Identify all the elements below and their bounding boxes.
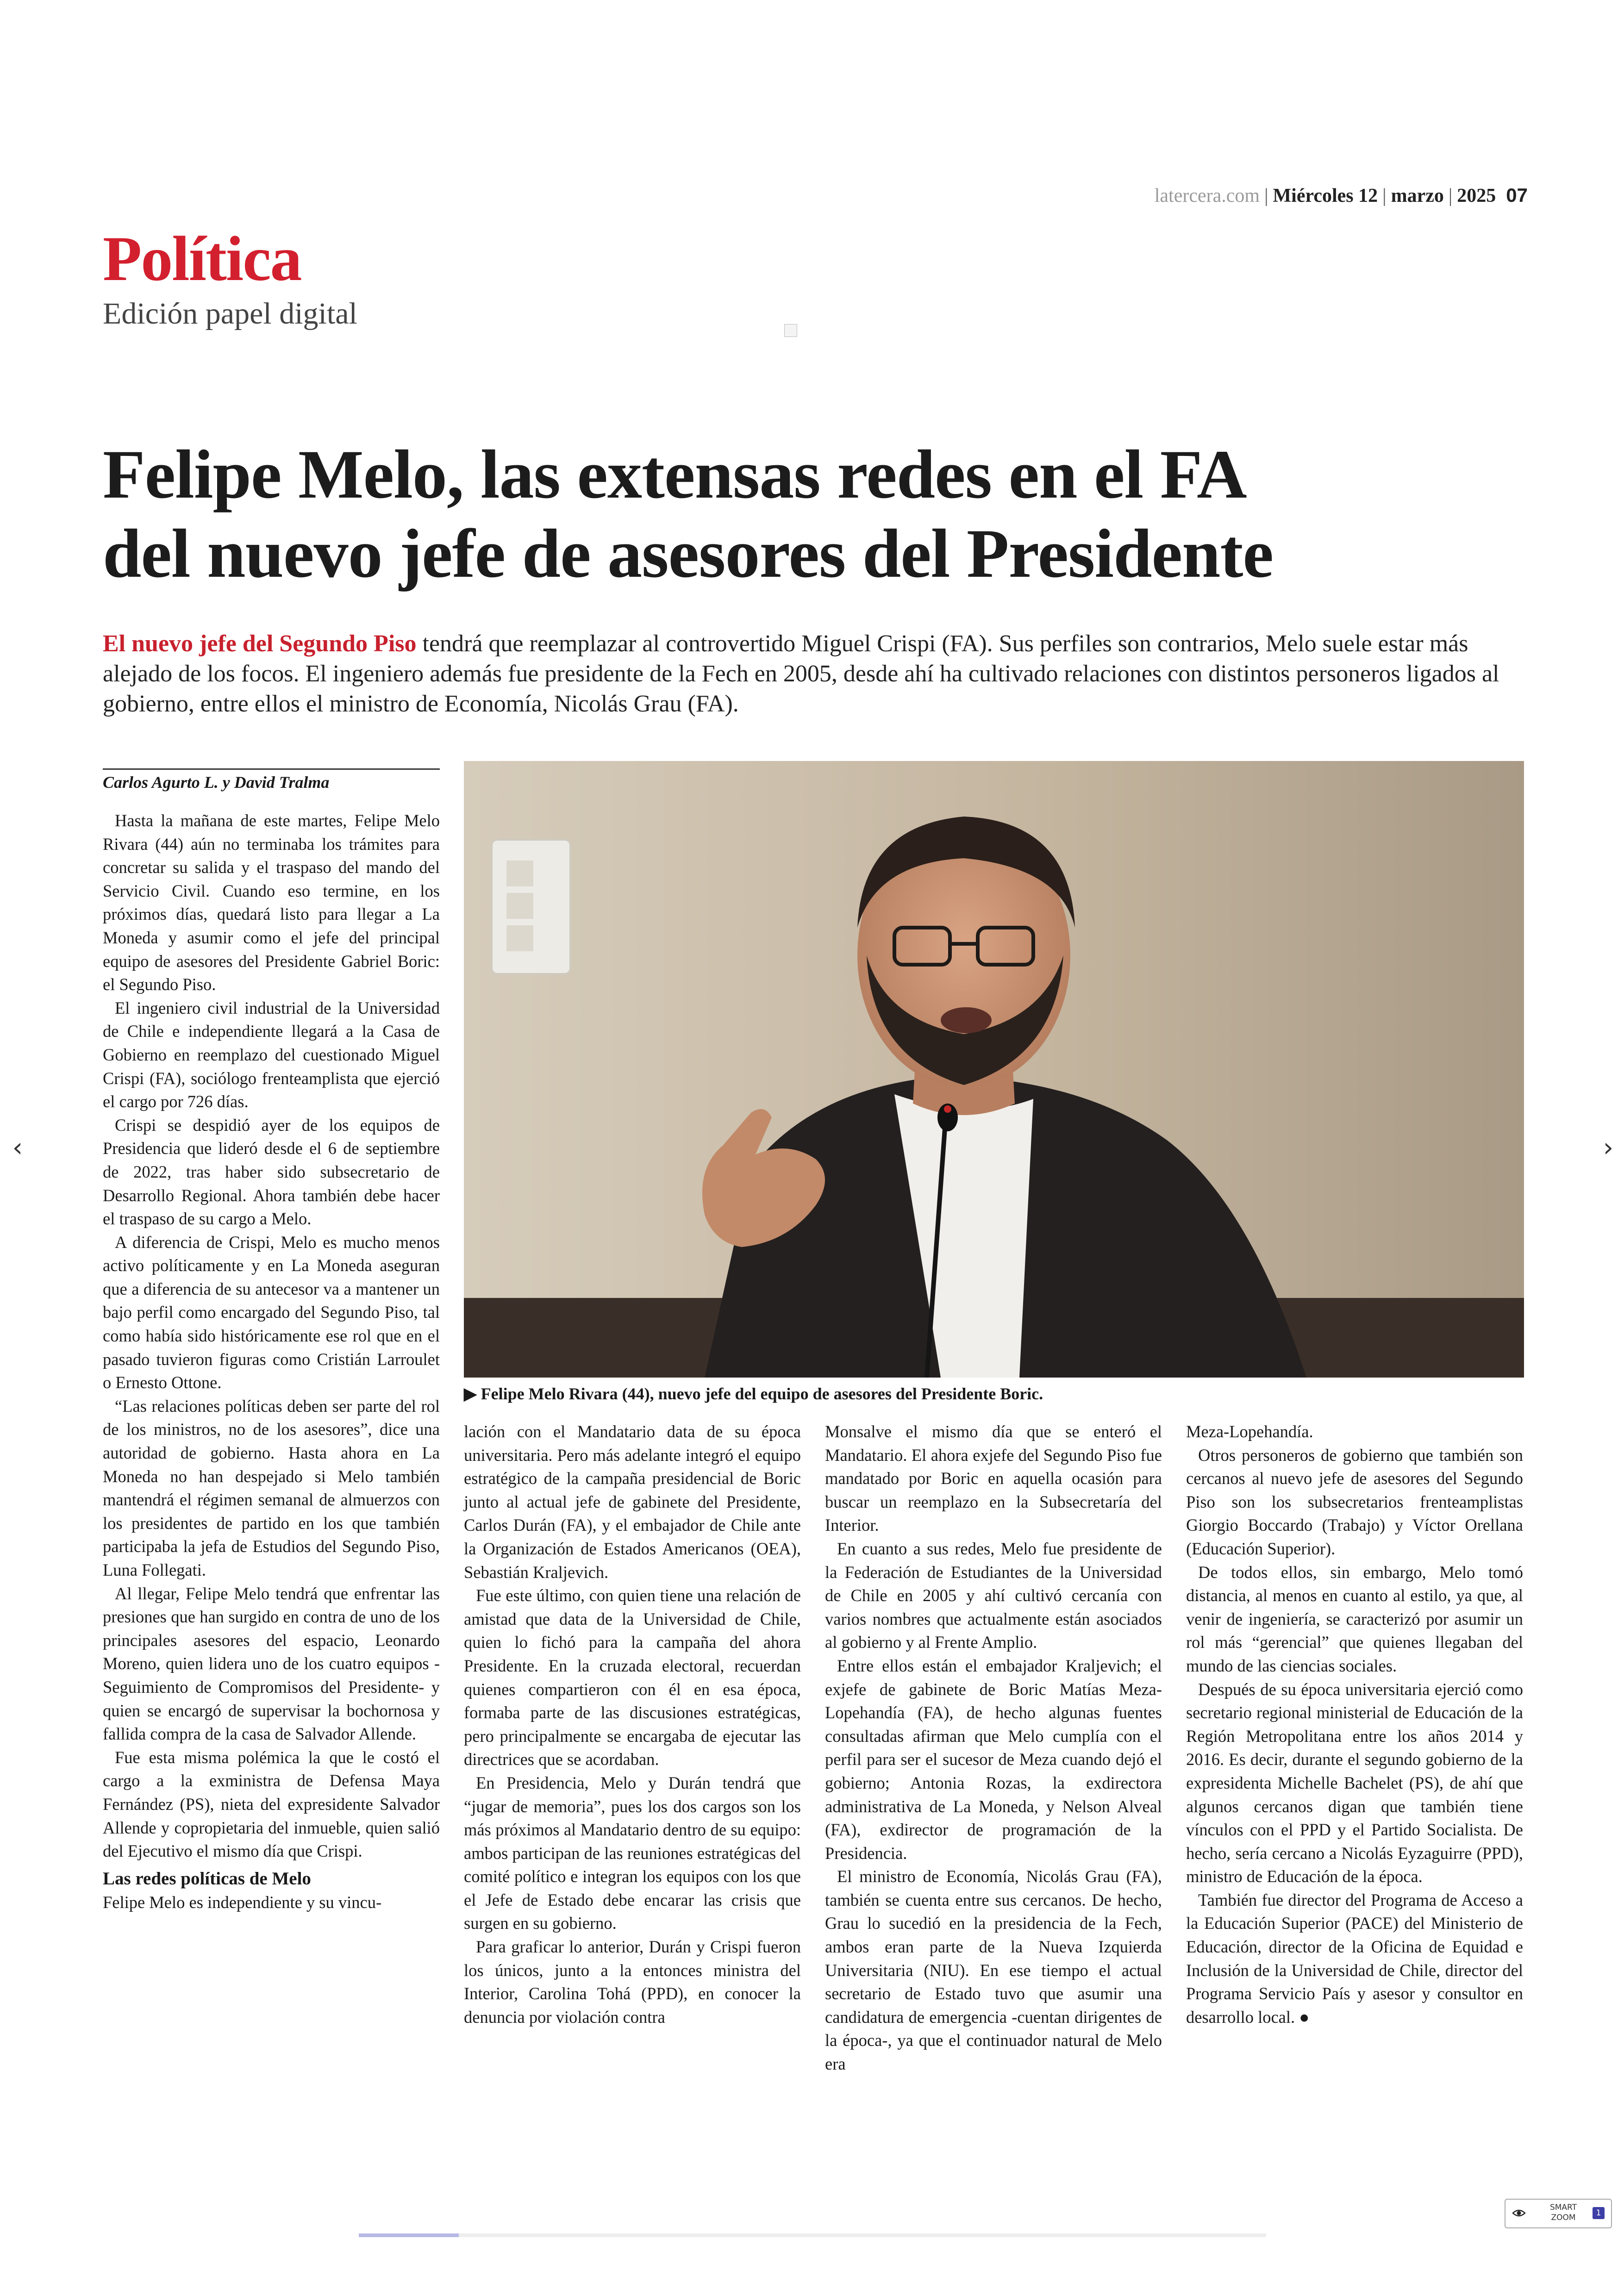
smart-zoom-button[interactable] — [1505, 2199, 1612, 2228]
paragraph: En cuanto a sus redes, Melo fue presidente de la Federación de Estudiantes de la Universidad de Chile en 2005 y ahí cultivó cercanía con varios nombres que actualmente están asociados al gobierno y al Frente Amplio. — [825, 1539, 1162, 1652]
deck-text: tendrá que reemplazar al controvertido Miguel Crispi (FA). Sus perfiles son contrarios, Melo suele estar más alejado de los focos. El ingeniero además fue presidente de la Fech en 2005, desde ahí ha cultivado relaciones con distintos personeros ligados al gobierno, entre ellos el ministro de Economía, Nicolás Grau (FA). — [103, 630, 1499, 717]
subheading: Las redes políticas de Melo — [103, 1868, 311, 1889]
chevron-right-icon: › — [1603, 1133, 1614, 1163]
paragraph — [1186, 1889, 1523, 2029]
chevron-left-icon: ‹ — [12, 1133, 23, 1163]
article-headline — [103, 435, 1529, 593]
smart-zoom-label-line-1: SMART — [1549, 2203, 1577, 2212]
byline: Carlos Agurto L. y David Tralma — [103, 768, 440, 792]
paragraph: lación con el Mandatario data de su época universitaria. Pero más adelante integró el equipo estratégico de la campaña presidencial de Boric junto al actual jefe de gabinete del Presidente, Carlos Durán (FA), y el embajador de Chile ante la Organización de Estados Americanos (OEA), Sebastián Kraljevich. — [464, 1422, 801, 1582]
prev-page-button[interactable] — [4, 1134, 31, 1162]
smart-zoom-label-line-2: ZOOM — [1551, 2213, 1576, 2222]
paragraph: Fue esta misma polémica la que le costó el cargo a la exministra de Defensa Maya Fernández (PS), nieta del expresidente Salvador Allende y copropietaria del inmueble, quien salió del Ejecutivo el mismo día que Crispi. — [103, 1747, 440, 1861]
page-marker-icon — [784, 324, 797, 337]
page-number: 07 — [1506, 184, 1528, 206]
article-column-4 — [1186, 1420, 1523, 2029]
site-name: latercera.com — [1154, 185, 1260, 206]
paragraph: Crispi se despidió ayer de los equipos de Presidencia que lideró desde el 6 de septiembre de 2022, tras haber sido subsecretario de Desarrollo Regional. Ahora también debe hacer el traspaso de su cargo a Melo. — [103, 1115, 440, 1229]
paragraph: El ministro de Economía, Nicolás Grau (FA), también se cuenta entre sus cercanos. De hecho, Grau lo sucedió en la presidencia de la Fech, ambos eran parte de la Nueva Izquierda Universitaria (NIU). En ese tiempo el actual secretario de Estado tuvo que asumir una candidatura de emergencia -cuentan dirigentes de la época-, ya que el continuador natural de Melo era — [825, 1867, 1162, 2074]
headline-line-1: Felipe Melo, las extensas redes en el FA — [103, 436, 1247, 513]
issue-month: marzo — [1391, 185, 1444, 206]
next-page-button[interactable] — [1594, 1134, 1622, 1162]
paragraph: “Las relaciones políticas deben ser parte del rol de los ministros, no de los asesores”, dice una autoridad de gobierno. Hasta ahora en La Moneda no han despejado si Melo también mantendrá el régimen semanal de almuerzos con los presidentes de partido en los que también participaba la jefa de Estudios del Segundo Piso, Luna Follegati. — [103, 1396, 440, 1579]
article-column-3 — [825, 1420, 1162, 2076]
article-photo — [464, 761, 1524, 1378]
smart-zoom-badge: 1 — [1593, 2207, 1605, 2219]
article-column-1 — [103, 809, 440, 1914]
paragraph: A diferencia de Crispi, Melo es mucho menos activo políticamente y en La Moneda aseguran que a diferencia de su antecesor va a mantener un bajo perfil como encargado del Segundo Piso, tal como había sido históricamente ese rol que en el pasado tuvieron figuras como Cristián Larroulet o Ernesto Ottone. — [103, 1232, 440, 1392]
section-subtitle: Edición papel digital — [103, 297, 357, 331]
paragraph: Para graficar lo anterior, Durán y Crispi fueron los únicos, junto a la entonces ministra del Interior, Carolina Tohá (PPD), en conocer la denuncia por violación contra — [464, 1937, 801, 2027]
issue-info: latercera.com | Miércoles 12 | marzo | 2025 07 — [1154, 184, 1528, 206]
headline-line-2: del nuevo jefe de asesores del Presidente — [103, 515, 1274, 592]
section-title: Política — [103, 223, 301, 294]
paragraph: Después de su época universitaria ejerció como secretario regional ministerial de Educación de la Región Metropolitana entre los años 2014 y 2016. Es decir, durante el segundo gobierno de la expresidenta Michelle Bachelet (PS), de ahí que algunos cercanos digan que también tiene vínculos con el PPD y el Partido Socialista. De hecho, sería cercano a Nicolás Eyzaguirre (PPD), ministro de Educación de la época. — [1186, 1679, 1523, 1886]
paragraph: Al llegar, Felipe Melo tendrá que enfrentar las presiones que han surgido en contra de uno de los principales asesores del espacio, Leonardo Moreno, quien lidera uno de los cuatro equipos -Seguimiento de Compromisos del Presidente- y quien se encargó de supervisar la bochornosa y fallida compra de la casa de Salvador Allende. — [103, 1584, 440, 1744]
article-deck — [103, 629, 1529, 719]
portrait-illustration — [464, 761, 1524, 1378]
photo-caption: ▶ Felipe Melo Rivara (44), nuevo jefe del equipo de asesores del Presidente Boric. — [464, 1384, 1043, 1403]
paragraph: Fue este último, con quien tiene una relación de amistad que data de la Universidad de Chile, quien lo fichó para la campaña del ahora Presidente. En la cruzada electoral, recuerdan quienes compartieron con él en esa época, formaba parte de las discusiones estratégicas, pero principalmente se encargaba de ejecutar las directrices que se acordaban. — [464, 1586, 801, 1769]
deck-lead: El nuevo jefe del Segundo Piso — [103, 630, 417, 657]
end-mark-icon: ● — [1299, 2007, 1310, 2027]
paragraph: El ingeniero civil industrial de la Universidad de Chile e independiente llegará a la Casa de Gobierno en reemplazo del cuestionado Miguel Crispi (FA), sociólogo frenteamplista que ejerció el cargo por 726 días. — [103, 998, 440, 1111]
eye-icon — [1512, 2208, 1526, 2219]
issue-year: 2025 — [1457, 185, 1496, 206]
paragraph: De todos ellos, sin embargo, Melo tomó distancia, al menos en cuanto al estilo, ya que, al venir de ingeniería, se caracterizó por asumir un rol más “gerencial” que quienes llegaban del mundo de las ciencias sociales. — [1186, 1562, 1523, 1675]
article-column-2 — [464, 1420, 801, 2029]
paragraph: En Presidencia, Melo y Durán tendrá que “jugar de memoria”, pues los dos cargos son los más próximos al Mandatario dentro de su equipo: ambos participan de las reuniones estratégicas del comité político e integran los equipos con los que el Jefe de Estado debe encarar las crisis que surgen en su gobierno. — [464, 1773, 801, 1933]
paragraph: Otros personeros de gobierno que también son cercanos al nuevo jefe de asesores del Segundo Piso son los subsecretarios frenteamplistas Giorgio Boccardo (Trabajo) y Víctor Orellana (Educación Superior). — [1186, 1445, 1523, 1558]
paragraph: Monsalve el mismo día que se enteró el Mandatario. El ahora exjefe del Segundo Piso fue mandatado por Boric en aquella ocasión para buscar un reemplazo en la Subsecretaría del Interior. — [825, 1422, 1162, 1535]
page-progress-fill — [359, 2233, 459, 2237]
paragraph: Hasta la mañana de este martes, Felipe Melo Rivara (44) aún no terminaba los trámites para concretar su salida y el traspaso del mando del Servicio Civil. Cuando eso termine, en los próximos días, quedará listo para llegar a La Moneda y asumir como el jefe del principal equipo de asesores del Presidente Gabriel Boric: el Segundo Piso. — [103, 811, 440, 994]
paragraph-text: También fue director del Programa de Acceso a la Educación Superior (PACE) del Ministerio de Educación, director de la Oficina de Equidad e Inclusión de la Universidad de Chile, director del Programa Servicio País y asesor y consultor en desarrollo local. — [1186, 1890, 1523, 2027]
paragraph: Meza-Lopehandía. — [1186, 1422, 1313, 1441]
paragraph: Felipe Melo es independiente y su vincu- — [103, 1892, 382, 1912]
issue-day: Miércoles 12 — [1273, 185, 1378, 206]
page-progress-bar[interactable] — [359, 2233, 1266, 2237]
smart-zoom-label — [1543, 2202, 1584, 2223]
paragraph: Entre ellos están el embajador Kraljevich; el exjefe de gabinete de Boric Matías Meza-Lopehandía (FA), de hecho algunas fuentes consultadas afirman que Melo cumplía con el perfil para ser el sucesor de Meza cuando dejó el gobierno; Antonia Rozas, la exdirectora administrativa de La Moneda, y Nelson Alveal (FA), exdirector de programación de la Presidencia. — [825, 1656, 1162, 1863]
